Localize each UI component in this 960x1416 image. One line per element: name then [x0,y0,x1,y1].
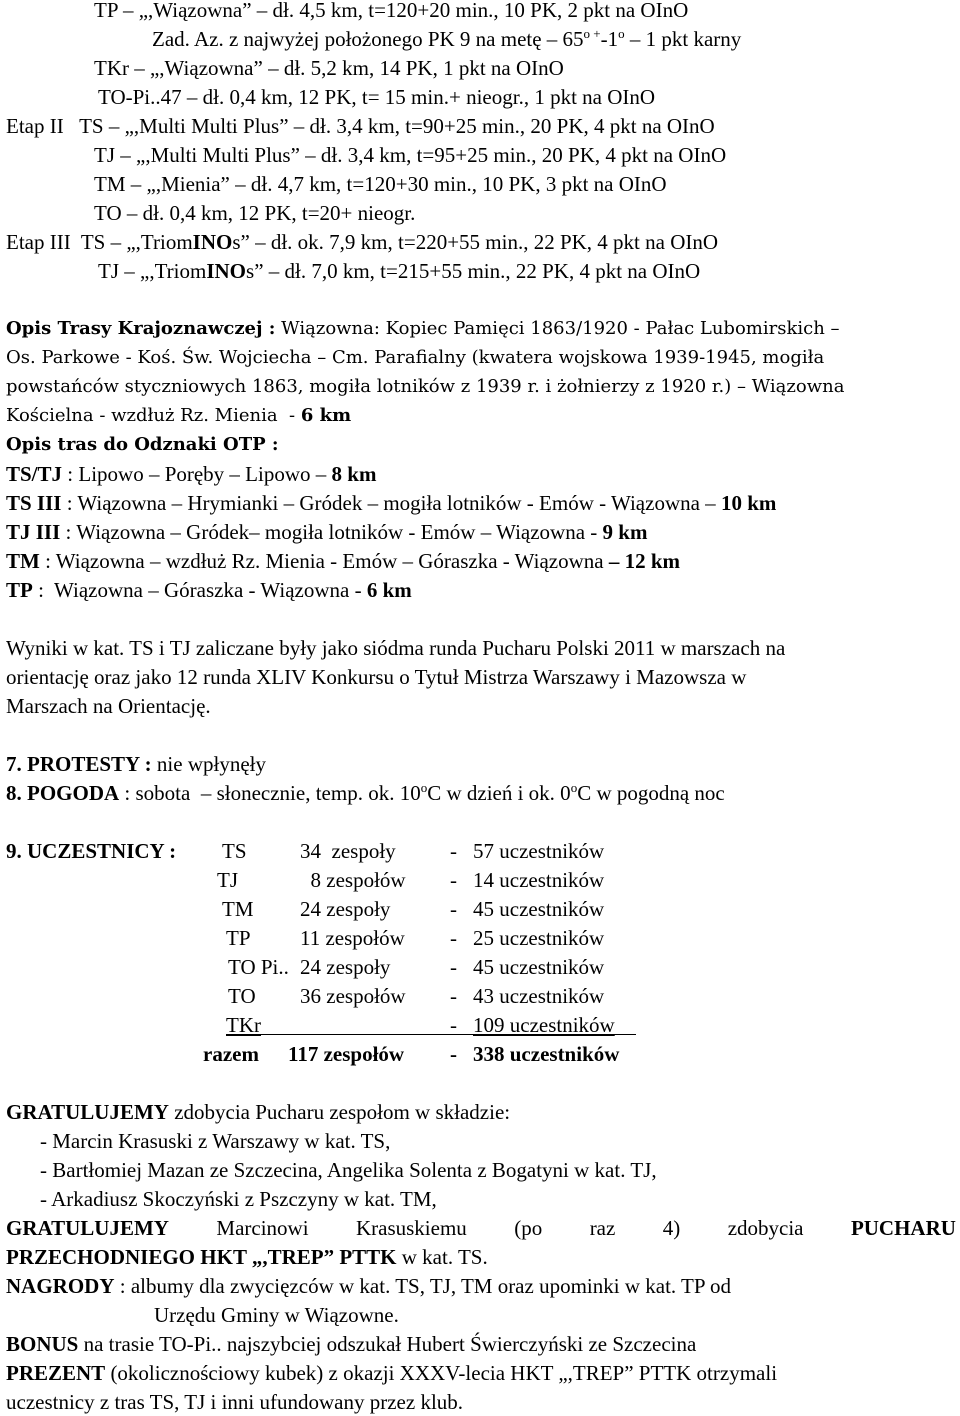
route-to-pi: TO-Pi..47 – dł. 0,4 km, 12 PK, t= 15 min.+ nieogr., 1 pkt na OInO [98,85,656,109]
route-etap3-tj: TJ – „,TriomINOs” – dł. 7,0 km, t=215+55 min., 22 PK, 4 pkt na OInO [98,259,701,283]
uczestnicy-category: TP [226,926,251,950]
route-tkr: TKr – „,Wiązowna” – dł. 5,2 km, 14 PK, 1 pkt na OInO [94,56,564,80]
uczestnicy-dash: - [450,926,457,950]
gratulacje-item-3: - Arkadiusz Skoczyński z Pszczyny w kat. TM, [40,1187,437,1211]
bonus-line: BONUS na trasie TO-Pi.. najszybciej odszukał Hubert Świerczyński ze Szczecina [6,1332,697,1356]
wyniki-line-2: orientację oraz jako 12 runda XLIV Konkursu o Tytuł Mistrza Warszawy i Mazowsza w [6,665,747,689]
uczestnicy-total-label: razem [203,1042,259,1066]
gratulacje-line-3: PRZECHODNIEGO HKT „,TREP” PTTK w kat. TS. [6,1245,488,1269]
route-etap3-ts: Etap III TS – „,TriomINOs” – dł. ok. 7,9 km, t=220+55 min., 22 PK, 4 pkt na OInO [6,230,719,254]
uczestnicy-dash: - [450,984,457,1008]
otp-row-tj3: TJ III : Wiązowna – Gródek– mogiła lotników - Emów – Wiązowna - 9 km [6,520,648,544]
uczestnicy-dash: - [450,1013,457,1037]
uczestnicy-dash: - [450,955,457,979]
uczestnicy-people: 57 uczestników [473,839,605,863]
wyniki-line-1: Wyniki w kat. TS i TJ zaliczane były jako siódma runda Pucharu Polski 2011 w marszach na [6,636,786,660]
otp-row-tm: TM : Wiązowna – wzdłuż Rz. Mienia - Emów – Góraszka - Wiązowna – 12 km [6,549,681,573]
uczestnicy-sum-rule [228,1034,636,1035]
uczestnicy-people: 109 uczestników [473,1013,615,1037]
gratulacje-line-2: GRATULUJEMY Marcinowi Krasuskiemu (po raz 4) zdobycia PUCHARU [6,1216,956,1240]
otp-row-tstj: TS/TJ : Lipowo – Poręby – Lipowo – 8 km [6,462,377,486]
uczestnicy-total-dash: - [450,1042,457,1066]
uczestnicy-people: 25 uczestników [473,926,605,950]
opis-title: Opis Trasy Krajoznawczej : [6,318,276,339]
uczestnicy-category: TM [222,897,254,921]
protesty: 7. PROTESTY : nie wpłynęły [6,752,266,776]
uczestnicy-category: TJ [217,868,238,892]
gratulacje-item-1: - Marcin Krasuski z Warszawy w kat. TS, [40,1129,391,1153]
route-etap2-to: TO – dł. 0,4 km, 12 PK, t=20+ nieogr. [94,201,416,225]
uczestnicy-teams: 24 zespoły [300,955,391,979]
pogoda: 8. POGODA : sobota – słonecznie, temp. ok. 10$^o$C w dzień i ok. 0$^o$C w pogodną noc [6,780,725,805]
otp-row-tp: TP : Wiązowna – Góraszka - Wiązowna - 6 km [6,578,412,602]
uczestnicy-teams: 11 zespołów [300,926,405,950]
route-etap2-tm: TM – „,Mienia” – dł. 4,7 km, t=120+30 min., 10 PK, 3 pkt na OInO [94,172,667,196]
opis-line-4: Kościelna - wzdłuż Rz. Mienia - 6 km [6,405,352,426]
otp-title: Opis tras do Odznaki OTP : [6,434,279,455]
gratulacje-line-1: GRATULUJEMY zdobycia Pucharu zespołom w składzie: [6,1100,511,1124]
gratulacje-item-2: - Bartłomiej Mazan ze Szczecina, Angelika Solenta z Bogatyni w kat. TJ, [40,1158,657,1182]
uczestnicy-teams: 34 zespoły [300,839,396,863]
uczestnicy-teams: 24 zespoły [300,897,391,921]
uczestnicy-total-people: 338 uczestników [473,1042,620,1066]
uczestnicy-total-teams: 117 zespołów [288,1042,405,1066]
route-azimuth: Zad. Az. z najwyżej położonego PK 9 na metę – $65^{o +}-1^o - 1$ pkt karny [152,26,742,51]
wyniki-line-3: Marszach na Orientację. [6,694,211,718]
uczestnicy-label: 9. UCZESTNICY : [6,839,177,863]
uczestnicy-teams: 8 zespołów [300,868,406,892]
uczestnicy-category: TS [222,839,247,863]
uczestnicy-category: TKr [226,1013,261,1037]
opis-line-2: Os. Parkowe - Koś. Św. Wojciecha – Cm. Parafialny (kwatera wojskowa 1939-1945, mogiła [6,347,825,368]
uczestnicy-teams: 36 zespołów [300,984,406,1008]
prezent-line-1: PREZENT (okolicznościowy kubek) z okazji XXXV-lecia HKT „,TREP” PTTK otrzymali [6,1361,778,1385]
opis-line-1: Opis Trasy Krajoznawczej : Wiązowna: Kopiec Pamięci 1863/1920 - Pałac Lubomirskich – [6,318,840,339]
uczestnicy-people: 45 uczestników [473,897,605,921]
opis-line-3: powstańców styczniowych 1863, mogiła lotników z 1939 r. i żołnierzy z 1920 r.) – Wiązowna [6,376,845,397]
uczestnicy-dash: - [450,897,457,921]
nagrody-line-1: NAGRODY : albumy dla zwycięzców w kat. TS, TJ, TM oraz upominki w kat. TP od [6,1274,731,1298]
uczestnicy-people: 43 uczestników [473,984,605,1008]
route-etap2-tj: TJ – „,Multi Multi Plus” – dł. 3,4 km, t=95+25 min., 20 PK, 4 pkt na OInO [94,143,727,167]
uczestnicy-dash: - [450,839,457,863]
uczestnicy-category: TO Pi.. [228,955,289,979]
otp-row-ts3: TS III : Wiązowna – Hrymianki – Gródek – mogiła lotników - Emów - Wiązowna – 10 km [6,491,777,515]
prezent-line-2: uczestnicy z tras TS, TJ i inni ufundowany przez klub. [6,1390,464,1414]
uczestnicy-people: 14 uczestników [473,868,605,892]
route-etap2-ts: Etap II TS – „,Multi Multi Plus” – dł. 3,4 km, t=90+25 min., 20 PK, 4 pkt na OInO [6,114,715,138]
nagrody-line-2: Urzędu Gminy w Wiązowne. [154,1303,399,1327]
uczestnicy-people: 45 uczestników [473,955,605,979]
uczestnicy-dash: - [450,868,457,892]
route-tp: TP – „,Wiązowna” – dł. 4,5 km, t=120+20 min., 10 PK, 2 pkt na OInO [94,0,689,22]
uczestnicy-category: TO [228,984,256,1008]
